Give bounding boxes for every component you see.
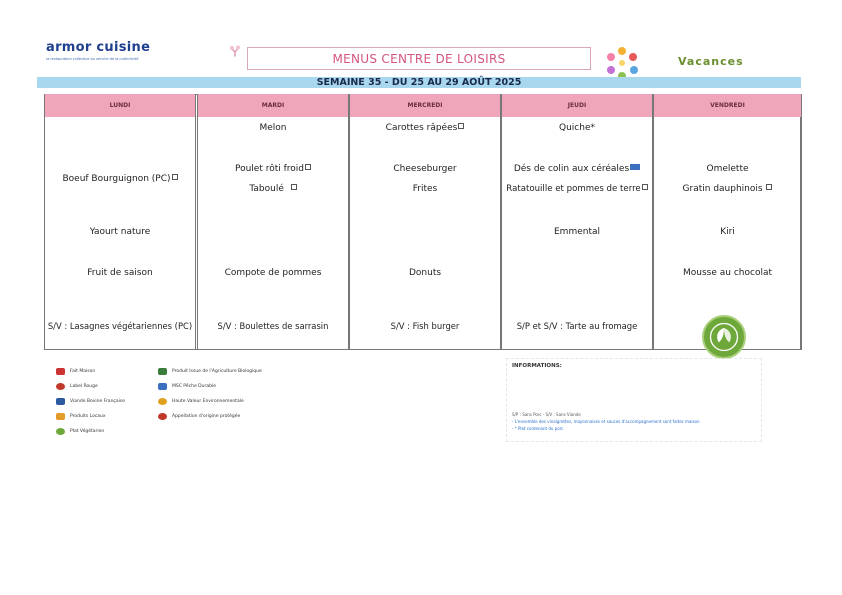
vegetarian-leaf-icon (702, 315, 746, 359)
menu-item: Melon (259, 123, 287, 133)
day-body (653, 117, 802, 350)
legend-item: Appellation d'origine protégée (158, 413, 240, 420)
msc-fish-icon (158, 383, 167, 390)
legend-item: Produits Locaux (56, 413, 106, 420)
menu-grid (44, 94, 801, 350)
brand-tagline: la restauration collective au service de la collectivité (46, 57, 139, 61)
legend-item: MSC Pêche Durable (158, 383, 216, 390)
menu-item-alternative: S/V : Fish burger (390, 321, 460, 331)
week-label: SEMAINE 35 - DU 25 AU 29 AOÛT 2025 (316, 77, 522, 88)
menu-item-alternative: S/V : Boulettes de sarrasin (217, 321, 329, 331)
week-banner (37, 77, 801, 88)
homemade-icon (56, 368, 65, 375)
day-header: MARDI (197, 94, 349, 117)
day-body (349, 117, 501, 350)
aop-icon (158, 413, 167, 420)
homemade-badge-icon (642, 184, 648, 190)
menu-item-alternative: S/P et S/V : Tarte au fromage (516, 321, 638, 331)
menu-item: Poulet rôti froid (198, 164, 348, 174)
menu-item: Mousse au chocolat (683, 268, 772, 278)
brand-logo (46, 40, 150, 61)
menu-item: Taboulé (198, 184, 348, 194)
day-column-mercredi (349, 94, 501, 350)
information-abbrev: S/P : Sans Porc - S/V : Sans Viande (512, 412, 581, 417)
day-body (44, 117, 196, 350)
day-body (197, 117, 349, 350)
information-note: - * Plat contenant du porc (512, 426, 564, 431)
day-header: LUNDI (44, 94, 196, 117)
hve-icon (158, 398, 167, 405)
local-products-icon (56, 413, 65, 420)
menu-item: Emmental (553, 227, 600, 237)
menu-item: Compote de pommes (224, 268, 322, 278)
legend-item: Fait Maison (56, 368, 95, 375)
legend-item: Produit Issue de l'Agriculture Biologique (158, 368, 262, 375)
homemade-badge-icon (458, 123, 464, 129)
menu-item: Donuts (408, 268, 442, 278)
french-beef-icon (56, 398, 65, 405)
homemade-badge-icon (172, 174, 178, 180)
day-column-vendredi (653, 94, 802, 350)
vacances-logo: Vacances (678, 55, 744, 68)
legend-item: Label Rouge (56, 383, 98, 390)
menu-item: Fruit de saison (87, 268, 153, 278)
legend-item: Haute Valeur Environnementale (158, 398, 244, 405)
information-note: - L'ensemble des vinaigrettes, mayonnaises et sauces d'accompagnement sont faites maison (512, 419, 700, 424)
msc-fish-icon (630, 164, 640, 170)
menu-item: Ratatouille et pommes de terre (502, 184, 652, 194)
information-title: INFORMATIONS: (512, 363, 562, 369)
menu-item: Frites (412, 184, 438, 194)
page-title: MENUS CENTRE DE LOISIRS (332, 51, 506, 66)
menu-item: Boeuf Bourguignon (PC) (45, 174, 195, 184)
menu-item: Cheeseburger (393, 164, 457, 174)
menu-item: Kiri (720, 227, 735, 237)
legend-item: Plat Végétarien (56, 428, 104, 435)
day-column-lundi (44, 94, 196, 350)
menu-item: Omelette (706, 164, 749, 174)
legend-item: Viande Bovine Française (56, 398, 125, 405)
menu-item-alternative: S/V : Lasagnes végétariennes (PC) (47, 321, 193, 331)
heart-deco-icon (228, 44, 242, 58)
day-column-jeudi (501, 94, 653, 350)
day-header: MERCREDI (349, 94, 501, 117)
brand-name: armor cuisine (46, 40, 151, 55)
homemade-badge-icon (291, 184, 297, 190)
day-body (501, 117, 653, 350)
vegetarian-icon (56, 428, 65, 435)
menu-item: Gratin dauphinois (654, 184, 801, 194)
menu-item: Carottes râpées (350, 123, 500, 133)
menu-item: Yaourt nature (89, 227, 151, 237)
day-column-mardi (197, 94, 349, 350)
menu-title-box (247, 47, 591, 70)
day-header: JEUDI (501, 94, 653, 117)
label-rouge-icon (56, 383, 65, 390)
menu-item: Quiche* (559, 123, 595, 133)
day-header: VENDREDI (653, 94, 802, 117)
menu-item: Dés de colin aux céréales (502, 164, 652, 174)
organic-ab-icon (158, 368, 167, 375)
homemade-badge-icon (305, 164, 311, 170)
homemade-badge-icon (766, 184, 772, 190)
